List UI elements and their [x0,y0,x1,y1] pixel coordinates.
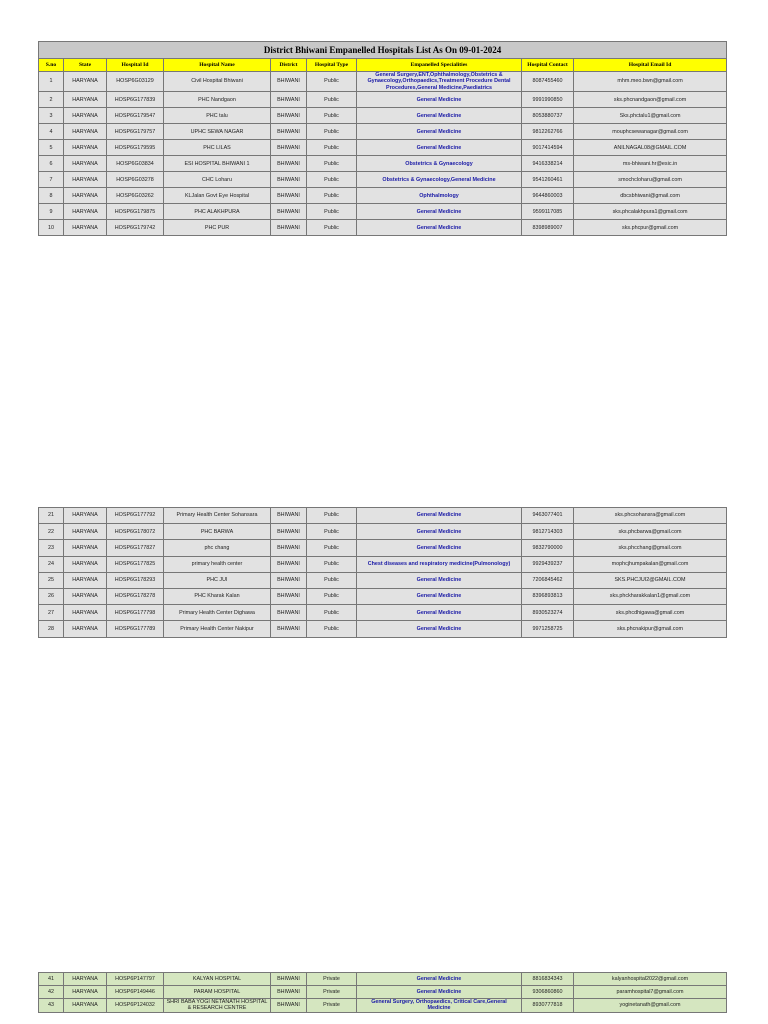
cell-sno: 24 [39,556,64,572]
cell-state: HARYANA [64,72,107,92]
cell-district: BHIWANI [271,540,307,556]
cell-hospital-type: Public [307,556,357,572]
cell-hospital-type: Public [307,605,357,621]
cell-specialities: Obstetrics & Gynaecology [357,156,522,172]
document-title: District Bhiwani Empanelled Hospitals List As On 09-01-2024 [39,42,727,59]
cell-specialities: Obstetrics & Gynaecology,General Medicine [357,172,522,188]
header-hospital-id: Hospital Id [107,59,164,72]
cell-email: dbcsbhiwani@gmail.com [574,188,727,204]
cell-state: HARYANA [64,524,107,540]
cell-email: mhm.meo.bwn@gmail.com [574,72,727,92]
cell-hospital-name: PHC Kharak Kalan [164,588,271,604]
cell-district: BHIWANI [271,986,307,999]
cell-contact: 7206845462 [522,572,574,588]
cell-email: kalyanhospital2022@gmail.com [574,973,727,986]
header-hospital-name: Hospital Name [164,59,271,72]
cell-hospital-type: Public [307,524,357,540]
cell-sno: 1 [39,72,64,92]
cell-specialities: Chest diseases and respiratory medicine(Pulmonology) [357,556,522,572]
cell-district: BHIWANI [271,188,307,204]
cell-specialities: General Medicine [357,524,522,540]
cell-state: HARYANA [64,172,107,188]
cell-hospital-name: PHC ALAKHPURA [164,204,271,220]
cell-sno: 3 [39,108,64,124]
table-row [39,605,727,621]
cell-specialities: General Medicine [357,588,522,604]
cell-email: sks.phcalakhpura1@gmail.com [574,204,727,220]
cell-hospital-type: Public [307,124,357,140]
cell-hospital-name: PHC BARWA [164,524,271,540]
cell-state: HARYANA [64,605,107,621]
table-row [39,999,727,1013]
cell-hospital-id: HOSP6G179595 [107,140,164,156]
cell-hospital-type: Public [307,140,357,156]
cell-specialities: General Medicine [357,605,522,621]
cell-email: sks.phcchang@gmail.com [574,540,727,556]
cell-hospital-name: Civil Hospital Bhiwani [164,72,271,92]
cell-hospital-type: Public [307,92,357,108]
cell-state: HARYANA [64,124,107,140]
cell-state: HARYANA [64,973,107,986]
cell-hospital-id: HOSP6P149446 [107,986,164,999]
table-row [39,108,727,124]
cell-hospital-name: PHC PUR [164,220,271,236]
table-row [39,220,727,236]
table-row [39,524,727,540]
cell-sno: 7 [39,172,64,188]
table-row [39,172,727,188]
cell-district: BHIWANI [271,973,307,986]
cell-sno: 8 [39,188,64,204]
cell-district: BHIWANI [271,220,307,236]
cell-sno: 27 [39,605,64,621]
cell-email: sks.phcbarwa@gmail.com [574,524,727,540]
table-row [39,124,727,140]
cell-district: BHIWANI [271,572,307,588]
cell-hospital-id: HOSP6G03262 [107,188,164,204]
table-row [39,588,727,604]
cell-district: BHIWANI [271,605,307,621]
cell-district: BHIWANI [271,999,307,1013]
cell-district: BHIWANI [271,556,307,572]
cell-hospital-name: PHC Nandgaon [164,92,271,108]
cell-state: HARYANA [64,540,107,556]
cell-contact: 9971258725 [522,621,574,637]
cell-specialities: General Medicine [357,621,522,637]
table-row [39,973,727,986]
cell-hospital-name: primary health center [164,556,271,572]
cell-hospital-type: Public [307,572,357,588]
cell-district: BHIWANI [271,108,307,124]
cell-hospital-id: HOSP6G177789 [107,621,164,637]
cell-state: HARYANA [64,188,107,204]
cell-hospital-name: PHC LILAS [164,140,271,156]
cell-specialities: General Medicine [357,508,522,524]
cell-hospital-id: HOSP6G178072 [107,524,164,540]
cell-email: sks.phcnandgaon@gmail.com [574,92,727,108]
cell-hospital-type: Public [307,220,357,236]
cell-state: HARYANA [64,140,107,156]
cell-sno: 21 [39,508,64,524]
cell-hospital-id: HOSP6G177798 [107,605,164,621]
cell-specialities: General Medicine [357,986,522,999]
cell-hospital-name: KLJalan Govt Eye Hospital [164,188,271,204]
cell-hospital-name: SHRI BABA YOGI NETANATH HOSPITAL & RESEARCH CENTRE [164,999,271,1013]
cell-contact: 9929439237 [522,556,574,572]
header-hospital-type: Hospital Type [307,59,357,72]
cell-hospital-name: UPHC SEWA NAGAR [164,124,271,140]
cell-hospital-name: Primary Health Center Sohansara [164,508,271,524]
cell-hospital-type: Public [307,172,357,188]
cell-hospital-id: HOSP6G179547 [107,108,164,124]
header-specialities: Empanelled Specialities [357,59,522,72]
cell-hospital-id: HOSP6G179742 [107,220,164,236]
cell-hospital-id: HOSP6P147797 [107,973,164,986]
cell-district: BHIWANI [271,508,307,524]
cell-state: HARYANA [64,156,107,172]
cell-hospital-id: HOSP6G178293 [107,572,164,588]
cell-district: BHIWANI [271,72,307,92]
cell-contact: 9541260461 [522,172,574,188]
cell-specialities: General Medicine [357,572,522,588]
cell-contact: 9832790000 [522,540,574,556]
cell-hospital-name: CHC Loharu [164,172,271,188]
cell-contact: 8816834343 [522,973,574,986]
cell-district: BHIWANI [271,524,307,540]
hospital-table-page-1 [38,41,727,236]
cell-sno: 26 [39,588,64,604]
cell-state: HARYANA [64,621,107,637]
cell-contact: 9416338214 [522,156,574,172]
cell-email: mophcjhumpakalan@gmail.com [574,556,727,572]
table-row [39,572,727,588]
cell-hospital-type: Public [307,588,357,604]
cell-email: sks.phckharakkalan1@gmail.com [574,588,727,604]
cell-hospital-id: HOSP6G177839 [107,92,164,108]
cell-contact: 8053880737 [522,108,574,124]
cell-hospital-type: Public [307,156,357,172]
cell-district: BHIWANI [271,621,307,637]
cell-email: mouphcsewanagar@gmail.com [574,124,727,140]
table-row [39,986,727,999]
cell-district: BHIWANI [271,172,307,188]
cell-hospital-id: HOSP6G177825 [107,556,164,572]
cell-sno: 28 [39,621,64,637]
cell-hospital-id: HOSP6G178278 [107,588,164,604]
table-row [39,508,727,524]
cell-state: HARYANA [64,999,107,1013]
cell-specialities: Ophthalmology [357,188,522,204]
cell-email: smochcloharu@gmail.com [574,172,727,188]
cell-email: yoginetanath@gmail.com [574,999,727,1013]
cell-district: BHIWANI [271,204,307,220]
cell-hospital-id: HOSP6G179757 [107,124,164,140]
cell-sno: 10 [39,220,64,236]
cell-hospital-name: Primary Health Center Nakipur [164,621,271,637]
cell-hospital-name: KALYAN HOSPITAL [164,973,271,986]
cell-sno: 23 [39,540,64,556]
cell-hospital-type: Public [307,72,357,92]
cell-contact: 8396893813 [522,588,574,604]
table-row [39,140,727,156]
cell-sno: 5 [39,140,64,156]
cell-contact: 8930523274 [522,605,574,621]
cell-hospital-type: Public [307,621,357,637]
cell-email: sks.phcsohansra@gmail.com [574,508,727,524]
table-row [39,72,727,92]
cell-specialities: General Medicine [357,108,522,124]
cell-contact: 8087455460 [522,72,574,92]
cell-contact: 9463077401 [522,508,574,524]
cell-hospital-type: Private [307,973,357,986]
cell-state: HARYANA [64,588,107,604]
table-row [39,621,727,637]
cell-email: Sks.phctalu1@gmail.com [574,108,727,124]
cell-specialities: General Medicine [357,204,522,220]
cell-email: ANILNAGAL08@GMAIL.COM [574,140,727,156]
cell-hospital-id: HOSP6G03278 [107,172,164,188]
cell-contact: 8930777818 [522,999,574,1013]
table-row [39,556,727,572]
cell-state: HARYANA [64,204,107,220]
cell-sno: 22 [39,524,64,540]
cell-contact: 9812262766 [522,124,574,140]
table-row [39,188,727,204]
table-row [39,540,727,556]
cell-district: BHIWANI [271,124,307,140]
cell-hospital-name: phc chang [164,540,271,556]
cell-contact: 9644860003 [522,188,574,204]
cell-state: HARYANA [64,108,107,124]
cell-email: ms-bhiwani.hr@esic.in [574,156,727,172]
cell-sno: 42 [39,986,64,999]
cell-contact: 9017414594 [522,140,574,156]
header-state: State [64,59,107,72]
cell-hospital-type: Public [307,188,357,204]
cell-hospital-id: HOSP6G179875 [107,204,164,220]
cell-hospital-id: HOSP6G177827 [107,540,164,556]
cell-contact: 9599117085 [522,204,574,220]
cell-district: BHIWANI [271,588,307,604]
table-row [39,156,727,172]
cell-hospital-id: HOSP6G03834 [107,156,164,172]
cell-district: BHIWANI [271,156,307,172]
cell-contact: 9991990850 [522,92,574,108]
header-contact: Hospital Contact [522,59,574,72]
cell-contact: 9306860860 [522,986,574,999]
cell-hospital-type: Public [307,204,357,220]
cell-sno: 43 [39,999,64,1013]
header-district: District [271,59,307,72]
cell-state: HARYANA [64,92,107,108]
cell-email: sks.phcdhigawa@gmail.com [574,605,727,621]
cell-specialities: General Medicine [357,124,522,140]
cell-specialities: General Medicine [357,540,522,556]
cell-sno: 6 [39,156,64,172]
cell-hospital-type: Public [307,108,357,124]
cell-hospital-name: PARAM HOSPITAL [164,986,271,999]
cell-state: HARYANA [64,556,107,572]
cell-specialities: General Medicine [357,973,522,986]
cell-email: SKS.PHCJUI2@GMAIL.COM [574,572,727,588]
table-row [39,92,727,108]
cell-state: HARYANA [64,508,107,524]
cell-sno: 41 [39,973,64,986]
cell-specialities: General Surgery,ENT,Ophthalmology,Obstetrics & Gynaecology,Orthopaedics,Treatment Procedure Dental Procedures,General Medicine,Paediatrics [357,72,522,92]
cell-sno: 9 [39,204,64,220]
cell-hospital-type: Public [307,508,357,524]
header-sno: S.no [39,59,64,72]
hospital-table-page-3 [38,972,727,1013]
header-email: Hospital Email Id [574,59,727,72]
cell-hospital-id: HOSP6G03129 [107,72,164,92]
cell-state: HARYANA [64,220,107,236]
cell-state: HARYANA [64,986,107,999]
cell-hospital-id: HOSP6G177792 [107,508,164,524]
cell-sno: 25 [39,572,64,588]
cell-state: HARYANA [64,572,107,588]
cell-specialities: General Medicine [357,220,522,236]
cell-email: sks.phcpur@gmail.com [574,220,727,236]
cell-contact: 9812714303 [522,524,574,540]
cell-sno: 4 [39,124,64,140]
cell-contact: 8398989007 [522,220,574,236]
table-row [39,204,727,220]
cell-email: paramhospital7@gmail.com [574,986,727,999]
cell-hospital-name: PHC talu [164,108,271,124]
cell-hospital-type: Public [307,540,357,556]
cell-hospital-name: ESI HOSPITAL BHIWANI 1 [164,156,271,172]
cell-hospital-name: PHC JUI [164,572,271,588]
cell-specialities: General Medicine [357,140,522,156]
cell-district: BHIWANI [271,140,307,156]
cell-sno: 2 [39,92,64,108]
cell-specialities: General Surgery, Orthopaedics, Critical Care,General Medicine [357,999,522,1013]
cell-district: BHIWANI [271,92,307,108]
cell-hospital-type: Private [307,986,357,999]
cell-hospital-id: HOSP6P124032 [107,999,164,1013]
cell-specialities: General Medicine [357,92,522,108]
cell-hospital-type: Private [307,999,357,1013]
cell-email: sks.phcnakipur@gmail.com [574,621,727,637]
cell-hospital-name: Primary Health Center Dighawa [164,605,271,621]
hospital-table-page-2 [38,507,727,638]
